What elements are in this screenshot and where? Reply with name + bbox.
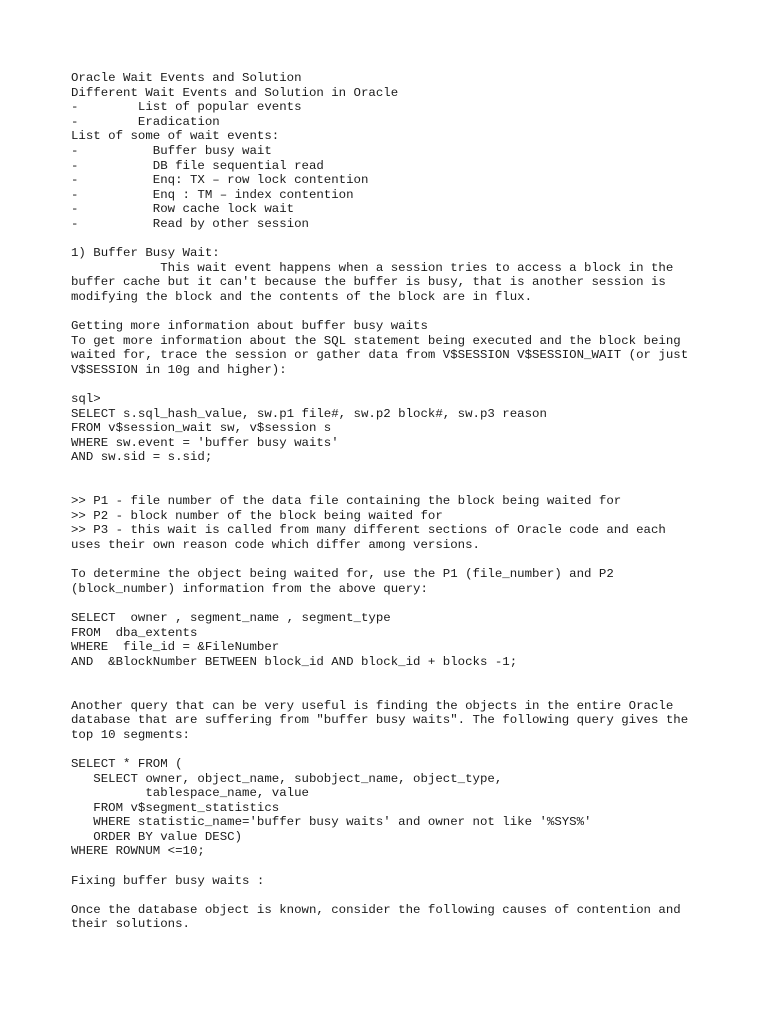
code-line: FROM v$session_wait sw, v$session s: [71, 421, 332, 436]
text-line: buffer cache but it can't because the buffer is busy, that is another session is: [71, 275, 666, 290]
text-line: Once the database object is known, consider the following causes of contention and: [71, 902, 681, 917]
blank-line: [71, 232, 731, 247]
code-line: FROM dba_extents: [71, 625, 198, 640]
blank-line: [71, 742, 731, 757]
text-line: V$SESSION in 10g and higher):: [71, 362, 287, 377]
doc-title: Oracle Wait Events and Solution: [71, 71, 302, 85]
list-item: - Enq : TM – index contention: [71, 187, 354, 202]
section-heading: 1) Buffer Busy Wait:: [71, 246, 220, 261]
text-line: database that are suffering from "buffer busy waits". The following query gives the: [71, 713, 689, 728]
blank-line: [71, 305, 731, 320]
text-line: To get more information about the SQL statement being executed and the block being: [71, 333, 681, 348]
list-item: - Buffer busy wait: [71, 143, 272, 158]
code-line: FROM v$segment_statistics: [71, 800, 280, 815]
list-item: - List of popular events: [71, 100, 302, 115]
section-heading: Getting more information about buffer busy waits: [71, 319, 428, 334]
text-line: >> P2 - block number of the block being waited for: [71, 508, 443, 523]
code-line: ORDER BY value DESC): [71, 829, 243, 844]
code-line: WHERE file_id = &FileNumber: [71, 640, 280, 655]
text-line: Another query that can be very useful is finding the objects in the entire Oracle: [71, 698, 674, 713]
text-line: top 10 segments:: [71, 727, 190, 742]
blank-line: [71, 480, 731, 495]
list-item: - Row cache lock wait: [71, 202, 295, 217]
code-line: AND sw.sid = s.sid;: [71, 450, 213, 465]
blank-line: [71, 465, 731, 480]
text-line: To determine the object being waited for, use the P1 (file_number) and P2: [71, 567, 614, 582]
text-line: (block_number) information from the above query:: [71, 581, 428, 596]
code-line: tablespace_name, value: [71, 786, 309, 801]
blank-line: [71, 859, 731, 874]
document-page: [71, 71, 731, 932]
code-line: SELECT owner , segment_name , segment_type: [71, 610, 391, 625]
blank-line: [71, 669, 731, 684]
text-line: waited for, trace the session or gather data from V$SESSION V$SESSION_WAIT (or just: [71, 348, 689, 363]
doc-subtitle: Different Wait Events and Solution in Oracle: [71, 85, 399, 100]
text-line: modifying the block and the contents of the block are in flux.: [71, 289, 533, 304]
code-line: WHERE sw.event = 'buffer busy waits': [71, 435, 339, 450]
code-line: AND &BlockNumber BETWEEN block_id AND block_id + blocks -1;: [71, 654, 518, 669]
text-line: >> P3 - this wait is called from many different sections of Oracle code and each: [71, 523, 666, 538]
blank-line: [71, 888, 731, 903]
text-line: This wait event happens when a session tries to access a block in the: [71, 260, 674, 275]
blank-line: [71, 377, 731, 392]
code-line: sql>: [71, 392, 101, 407]
code-line: SELECT s.sql_hash_value, sw.p1 file#, sw.p2 block#, sw.p3 reason: [71, 406, 547, 421]
code-line: SELECT owner, object_name, subobject_name, object_type,: [71, 771, 503, 786]
code-line: WHERE statistic_name='buffer busy waits' and owner not like '%SYS%': [71, 815, 592, 830]
list-item: - DB file sequential read: [71, 158, 324, 173]
list-item: - Read by other session: [71, 216, 309, 231]
section-heading: List of some of wait events:: [71, 129, 280, 144]
list-item: - Enq: TX – row lock contention: [71, 173, 369, 188]
code-line: WHERE ROWNUM <=10;: [71, 844, 205, 859]
blank-line: [71, 553, 731, 568]
blank-line: [71, 596, 731, 611]
code-line: SELECT * FROM (: [71, 756, 183, 771]
text-line: uses their own reason code which differ among versions.: [71, 538, 480, 552]
list-item: - Eradication: [71, 114, 220, 129]
text-line: their solutions.: [71, 917, 190, 932]
text-line: >> P1 - file number of the data file containing the block being waited for: [71, 494, 622, 509]
section-heading: Fixing buffer busy waits :: [71, 873, 265, 888]
blank-line: [71, 684, 731, 699]
